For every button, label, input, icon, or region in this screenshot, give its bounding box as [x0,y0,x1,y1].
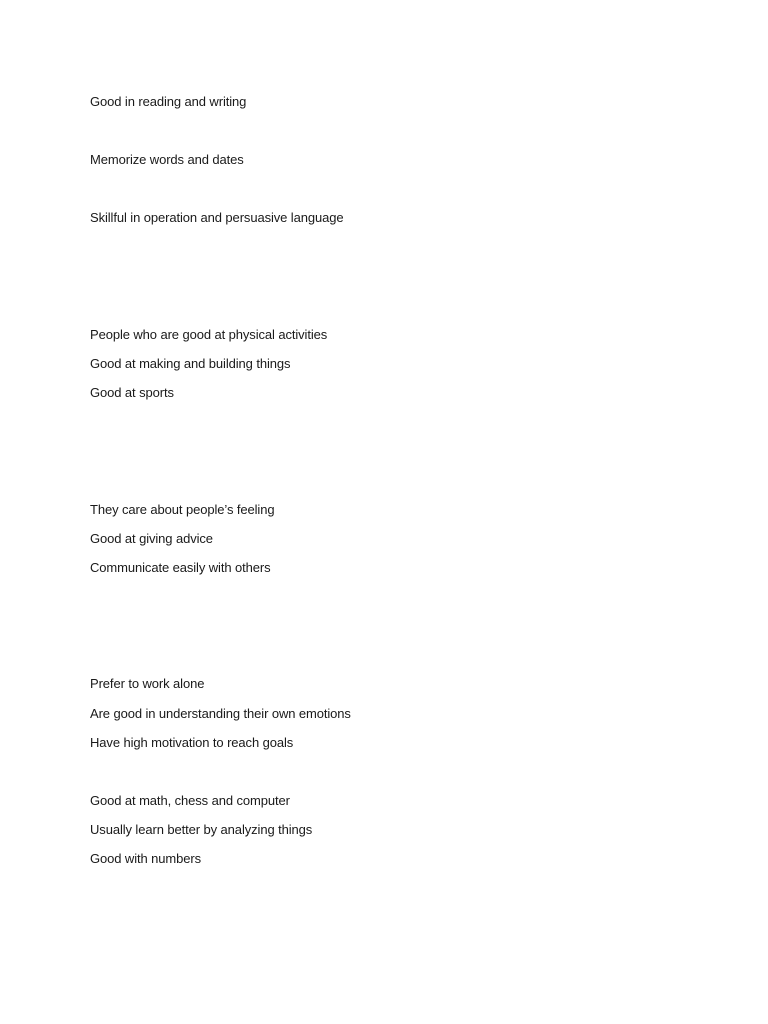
text-line: Are good in understanding their own emotions [90,706,351,721]
text-line: Communicate easily with others [90,560,271,575]
text-line: Good at making and building things [90,356,291,371]
text-line: Usually learn better by analyzing things [90,822,313,837]
text-line: They care about people’s feeling [90,502,275,517]
text-line: Good at giving advice [90,531,213,546]
text-line: Have high motivation to reach goals [90,735,294,750]
text-line: People who are good at physical activities [90,327,328,342]
text-line: Memorize words and dates [90,152,244,167]
text-line: Good at math, chess and computer [90,793,290,808]
text-line: Good with numbers [90,851,202,866]
text-line: Good in reading and writing [90,94,247,109]
text-line: Good at sports [90,385,174,400]
text-line: Skillful in operation and persuasive language [90,210,344,225]
text-line: Prefer to work alone [90,676,205,691]
